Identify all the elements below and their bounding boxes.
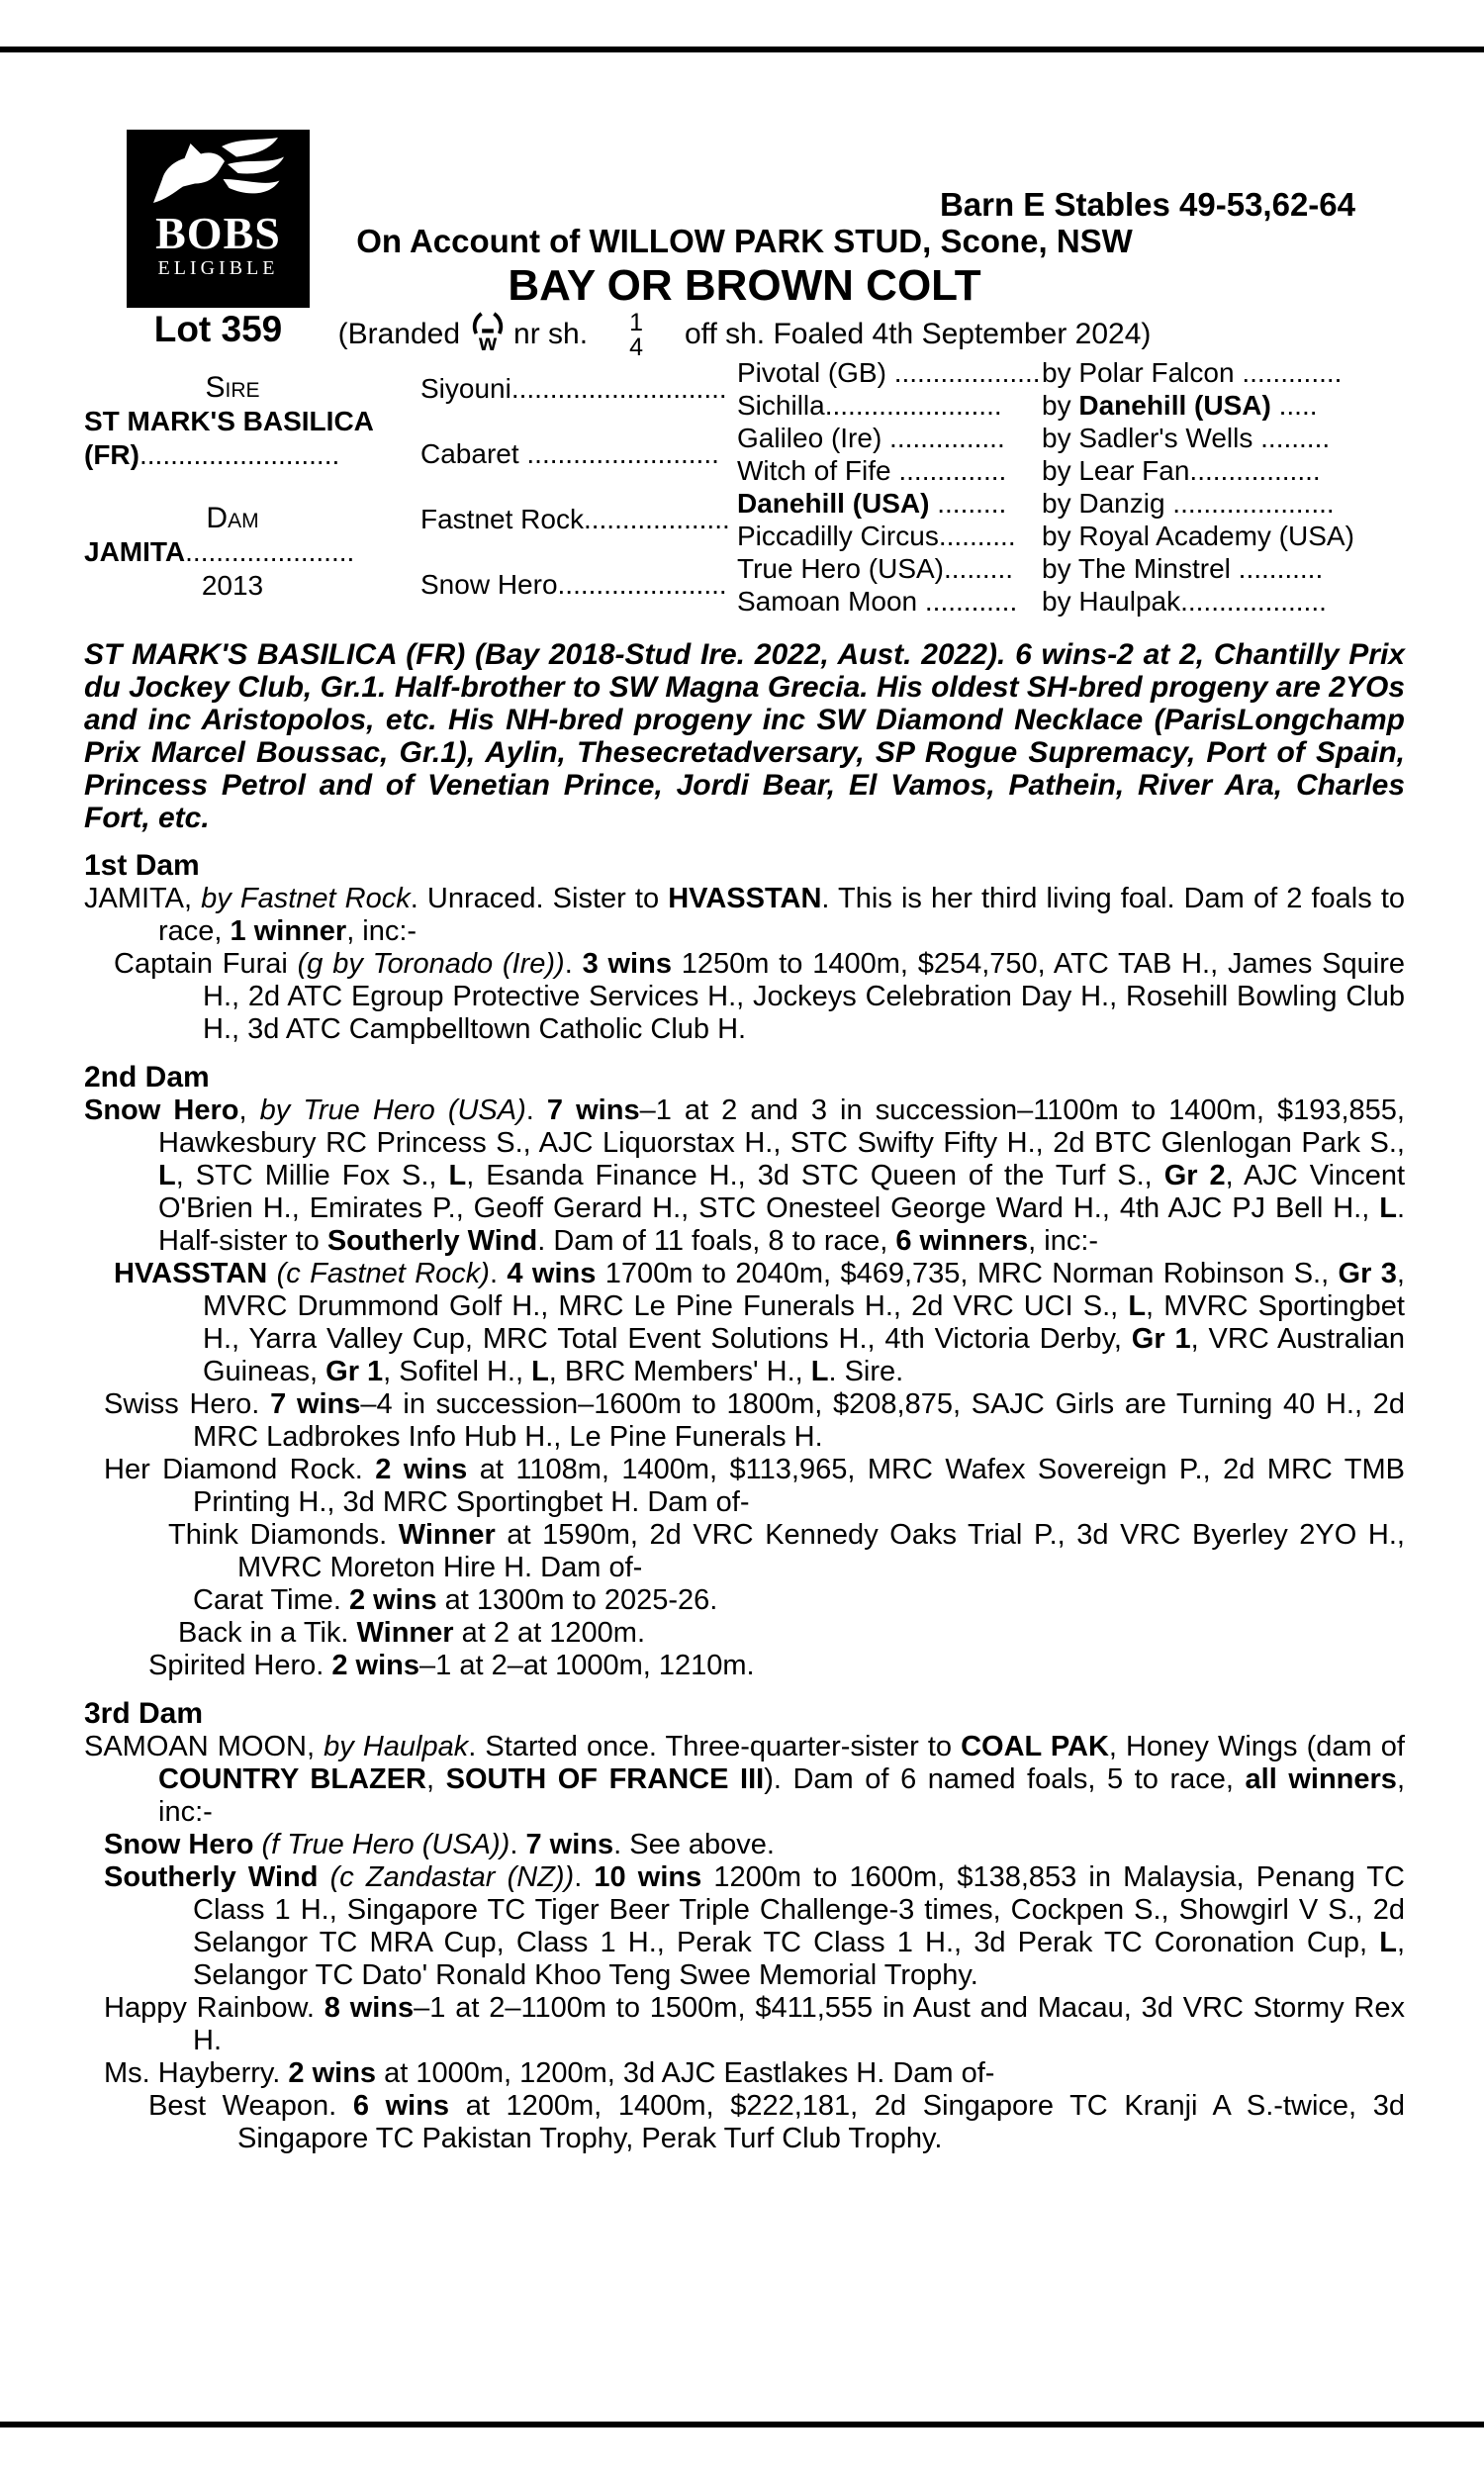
dam-year: 2013 [201,570,264,601]
gen3-name: Sichilla....................... [737,389,1002,421]
gen2-sire-of-sire: Siyouni............................ [420,373,727,404]
brand-suffix: off sh. Foaled 4th September 2024) [684,317,1152,350]
gen3-row [737,585,1405,618]
sire-label: Sire [205,371,260,404]
logo-subtitle: ELIGIBLE [157,257,279,279]
paragraph-snow-hero-3rd: Snow Hero (f True Hero (USA)). 7 wins. See above. [104,1829,775,1860]
paragraph-southerly-wind: Southerly Wind (c Zandastar (NZ)). 10 wins 1200m to 1600m, $138,853 in Malaysia, Penang TC Class 1 H., Singapore TC Tiger Beer Triple Challenge-3 times, Cockpen S., Showgirl V S., 2d Selangor TC MRA Cup, Class 1 H., Perak TC Class 1 H., 3d Perak TC Coronation Cup, L, Selangor TC Dato' Ronald Khoo Teng Swee Memorial Trophy. [104,1861,1405,1991]
gen3-name: Piccadilly Circus.......... [737,520,1016,551]
top-rule [0,47,1484,52]
gen3-by: by Polar Falcon ............. [1042,356,1343,388]
gen3-row [737,520,1405,552]
paragraph-hvasstan: HVASSTAN (c Fastnet Rock). 4 wins 1700m to 2040m, $469,735, MRC Norman Robinson S., Gr 3, MVRC Drummond Golf H., MRC Le Pine Funerals H., 2d VRC UCI S., L, MVRC Sportingbet H., Yarra Valley Cup, MRC Total Event Solutions H., 4th Victoria Derby, Gr 1, VRC Australian Guineas, Gr 1, Sofitel H., L, BRC Members' H., L. Sire. [114,1258,1405,1387]
gen3-name: Pivotal (GB) ................... [737,356,1041,388]
gen3-by: by Danehill (USA) ..... [1042,389,1318,421]
dam-cell [84,487,420,618]
svg-text:w: w [478,330,498,354]
header-block [84,186,1405,360]
gen3-row [737,389,1405,422]
dam-name: JAMITA...................... [84,536,355,567]
gen2-dam-of-sire: Cabaret ......................... [420,438,719,469]
gen3-row [737,552,1405,585]
gen2-sire-of-dam: Fastnet Rock................... [420,504,730,534]
gen3-row [737,356,1405,389]
paragraph-snow-hero: Snow Hero, by True Hero (USA). 7 wins–1 at 2 and 3 in succession–1100m to 1400m, $193,855, Hawkesbury RC Princess S., AJC Liquorstax H., STC Swifty Fifty H., 2d BTC Glenlogan Park S., L, STC Millie Fox S., L, Esanda Finance H., 3d STC Queen of the Turf S., Gr 2, AJC Vincent O'Brien H., Emirates P., Geoff Gerard H., STC Onesteel George Ward H., 4th AJC PJ Bell H., L. Half-sister to Southerly Wind. Dam of 11 foals, 8 to race, 6 winners, inc:- [84,1094,1406,1257]
gen3-by: by Lear Fan................. [1042,454,1321,486]
paragraph-her-diamond-rock: Her Diamond Rock. 2 wins at 1108m, 1400m, $113,965, MRC Wafex Sovereign P., 2d MRC TMB Printing H., 3d MRC Sportingbet H. Dam of- [104,1454,1405,1518]
pedigree-text [84,638,1405,2155]
vendor-account: On Account of WILLOW PARK STUD, Scone, NSW [356,223,1133,259]
brand-fraction-top: 1 [629,309,643,336]
paragraph-jamita: JAMITA, by Fastnet Rock. Unraced. Sister to HVASSTAN. This is her third living foal. Dam of 2 foals to race, 1 winner, inc:- [84,883,1406,947]
paragraph-spirited-hero: Spirited Hero. 2 wins–1 at 2–at 1000m, 1210m. [148,1650,755,1681]
paragraph-captain-furai: Captain Furai (g by Toronado (Ire)). 3 wins 1250m to 1400m, $254,750, ATC TAB H., James Squire H., 2d ATC Egroup Protective Services H., Jockeys Celebration Day H., Rosehill Bowling Club H., 3d ATC Campbelltown Catholic Club H. [114,948,1405,1045]
sire-cell [84,356,420,487]
gen3-by: by Haulpak................... [1042,585,1327,617]
paragraph-happy-rainbow: Happy Rainbow. 8 wins–1 at 2–1100m to 1500m, $411,555 in Aust and Macau, 3d VRC Stormy Rex H. [104,1992,1405,2056]
pedigree-table [84,356,1405,618]
gen3-by: by Danzig ..................... [1042,487,1335,519]
gen3-by: by The Minstrel ........... [1042,552,1324,584]
lot-number: Lot 359 [153,309,283,349]
brand-fraction [629,311,643,360]
brand-prefix: (Branded [337,317,461,350]
gen3-by: by Sadler's Wells ......... [1042,422,1331,453]
gen3-row [737,454,1405,487]
paragraph-swiss-hero: Swiss Hero. 7 wins–4 in succession–1600m to 1800m, $208,875, SAJC Girls are Turning 40 H., 2d MRC Ladbrokes Info Hub H., Le Pine Funerals H. [104,1388,1405,1453]
gen3-by: by Royal Academy (USA) [1042,520,1354,551]
brand-fraction-bottom: 4 [629,333,643,361]
heading-3rd-dam: 3rd Dam [84,1697,204,1730]
gen3-row [737,487,1405,520]
logo-word: BOBS [155,208,281,258]
sire-suffix: (FR).......................... [84,439,340,470]
page-title: BAY OR BROWN COLT [508,261,981,310]
gen3-name: Danehill (USA) ......... [737,487,1007,519]
brand-mark-icon [470,311,506,354]
sire-name: ST MARK'S BASILICA [84,406,374,436]
paragraph-samoan-moon: SAMOAN MOON, by Haulpak. Started once. Three-quarter-sister to COAL PAK, Honey Wings (dam of COUNTRY BLAZER, SOUTH OF FRANCE III). Dam of 6 named foals, 5 to race, all winners, inc:- [84,1731,1405,1828]
paragraph-best-weapon: Best Weapon. 6 wins at 1200m, 1400m, $222,181, 2d Singapore TC Kranji A S.-twice, 3d Singapore TC Pakistan Trophy, Perak Turf Club Trophy. [148,2090,1405,2154]
heading-2nd-dam: 2nd Dam [84,1061,210,1094]
gen3-row [737,422,1405,454]
sire-blurb: ST MARK'S BASILICA (FR) (Bay 2018-Stud Ire. 2022, Aust. 2022). 6 wins-2 at 2, Chantilly Prix du Jockey Club, Gr.1. Half-brother to SW Magna Grecia. His oldest SH-bred progeny are 2YOs and inc Aristopolos, etc. His NH-bred progeny inc SW Diamond Necklace (ParisLongchamp Prix Marcel Boussac, Gr.1), Aylin, Thesecretadversary, SP Rogue Supremacy, Port of Spain, Princess Petrol and of Venetian Prince, Jordi Bear, El Vamos, Pathein, River Ara, Charles Fort, etc. [84,638,1405,834]
paragraph-back-in-a-tik: Back in a Tik. Winner at 2 at 1200m. [178,1617,646,1649]
barn-stables: Barn E Stables 49-53,62-64 [939,186,1355,223]
gen3-name: Samoan Moon ............ [737,585,1018,617]
gen3-name: Galileo (Ire) ............... [737,422,1005,453]
gen3-name: True Hero (USA)......... [737,552,1014,584]
heading-1st-dam: 1st Dam [84,849,200,882]
paragraph-think-diamonds: Think Diamonds. Winner at 1590m, 2d VRC Kennedy Oaks Trial P., 3d VRC Byerley 2YO H., MVRC Moreton Hire H. Dam of- [168,1519,1405,1583]
gen2-dam-of-dam: Snow Hero...................... [420,569,727,600]
brand-line [84,311,1405,360]
gen3-name: Witch of Fife .............. [737,454,1007,486]
bottom-rule [0,2422,1484,2427]
paragraph-ms-hayberry: Ms. Hayberry. 2 wins at 1000m, 1200m, 3d AJC Eastlakes H. Dam of- [104,2057,995,2089]
dam-label: Dam [206,502,259,534]
brand-near-side: nr sh. [513,317,589,350]
paragraph-carat-time: Carat Time. 2 wins at 1300m to 2025-26. [193,1584,718,1616]
